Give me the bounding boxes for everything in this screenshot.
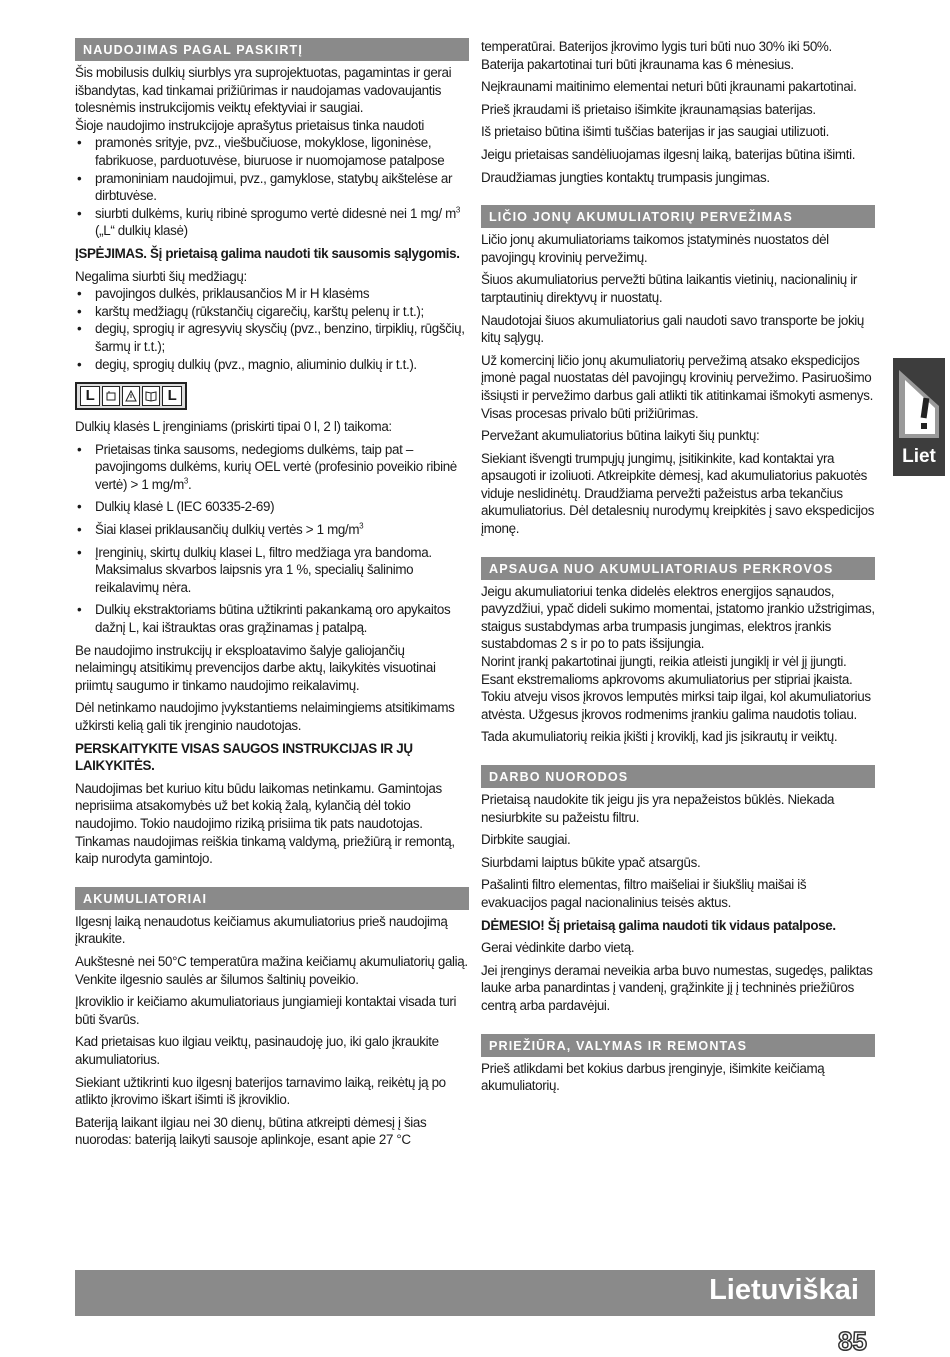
dust-class-list xyxy=(75,441,469,637)
paragraph: Už komercinį ličio jonų akumuliatorių pervežimą atsako ekspedicijos įmonė pagal nuostatas dėl pavojingų krovinių pervežimo. Pasiruošimo išsiųsti ir pervežimo darbus gali atlikti tik atitinkamai išmokyti asmenys. Visas procesas privalo būti prižiūrimas. xyxy=(481,352,873,421)
page-number: 85 xyxy=(838,1326,867,1356)
paragraph: temperatūrai. Baterijos įkrovimo lygis turi būti nuo 30% iki 50%. Baterija pakartotinai turi būti įkraunama kas 6 mėnesius. xyxy=(481,39,832,72)
section-heading-li-ion-transport: LIČIO JONŲ AKUMULIATORIŲ PERVEŽIMAS xyxy=(481,205,875,228)
paragraph: Siurbdami laiptus būkite ypač atsargūs. xyxy=(481,854,701,870)
warning-bold: ĮSPĖJIMAS. Šį prietaisą galima naudoti tik sausomis sąlygomis. xyxy=(75,245,460,261)
dust-class-letter: L xyxy=(80,386,100,406)
paragraph: Jeigu akumuliatoriui tenka didelės elektros energijos sąnaudos, pavyzdžiui, ypač dideli sukimo momentai, įstatomo įrankio užstrigimas, staigus sustabdymas arba trumpasis jungimas, elektros įrankis sustabdomas 2 s ir po to pats išsijungia. xyxy=(481,583,875,652)
list-item-text: Prietaisas tinka sausoms, nedegioms dulkėms, taip pat – pavojingoms dulkėms, kurių OEL vertė (profesinio poveikio ribinė vertė) > 1 mg/m xyxy=(95,441,457,492)
paragraph: Gerai vėdinkite darbo vietą. xyxy=(481,940,635,956)
paragraph: Šiuos akumuliatorius pervežti būtina laikantis vietinių, nacionalinių ir tarptautinių direktyvų ir nuostatų. xyxy=(481,272,857,305)
manual-book-icon xyxy=(142,386,160,406)
paragraph: Dirbkite saugiai. xyxy=(481,832,571,848)
paragraph: Prieš atlikdami bet kokius darbus įrenginyje, išimkite keičiamą akumuliatorių. xyxy=(481,1060,825,1094)
section-heading-batteries: AKUMULIATORIAI xyxy=(75,887,469,910)
paragraph: Be naudojimo instrukcijų ir eksploatavimo šalyje galiojančių nelaimingų atsitikimų prevencijos darbe aktų, laikykitės visuotinai priimtų saugumo ir tinkamo naudojimo reikalavimų. xyxy=(75,642,436,693)
paragraph: Įkroviklio ir keičiamo akumuliatoriaus jungiamieji kontaktai visada turi būti švarūs. xyxy=(75,994,457,1027)
superscript: 3 xyxy=(183,476,188,486)
list-item-text: siurbti dulkėms, kurių ribinė sprogumo vertė didesnė nei 1 mg/ m xyxy=(95,205,456,221)
paragraph: Dėl netinkamo naudojimo įvykstantiems nelaimingiems atsitikimams užkirsti kelią gali tik įrenginio naudotojas. xyxy=(75,700,455,733)
paragraph xyxy=(481,917,875,935)
paragraph: Bateriją laikant ilgiau nei 30 dienų, būtina atkreipti dėmesį į šias nuorodas: bateriją laikyti sausoje aplinkoje, esant apie 27 °C xyxy=(75,1114,427,1148)
section-heading-intended-use: NAUDOJIMAS PAGAL PASKIRTĮ xyxy=(75,38,469,61)
paragraph: Siekiant išvengti trumpųjų jungimų, įsitikinkite, kad kontaktai yra apsaugoti ir izoliuoti. Atkreipkite dėmesį, kad akumuliatorius pakuotės viduje neslidinėtų. Draudžiama pervežti pažeistus arba tekančius akumuliatorius. Dėl detalesnių nurodymų kreipkitės į savo ekspedicijos įmonę. xyxy=(481,450,875,537)
paragraph: Prietaisą naudokite tik jeigu jis yra nepažeistos būklės. Niekada nesiurbkite su pažeistu filtru. xyxy=(481,792,835,825)
list-item xyxy=(75,205,469,240)
list-item-text: Šiai klasei priklausančių dulkių vertės > 1 mg/m xyxy=(95,522,360,538)
forbidden-list xyxy=(75,285,469,373)
paragraph: Dulkių klasės L įrenginiams (priskirti tipai 0 l, 2 l) taikoma: xyxy=(75,419,392,435)
list-item: • Dulkių ekstraktoriams būtina užtikrinti pakankamą oro apykaitos dažnį L, kai ištrauktas oras grąžinamas į patalpą. xyxy=(75,601,469,636)
usage-list xyxy=(75,134,469,240)
left-column xyxy=(75,38,469,1154)
paragraph: Šis mobilusis dulkių siurblys yra suprojektuotas, pagamintas ir gerai išbandytas, kad tinkamai prižiūrimas ir naudojamas vadovaujantis tolesnėmis instrukcijomis veiktų efektyviai ir saugiai. xyxy=(75,65,452,116)
section-heading-overload-protection: APSAUGA NUO AKUMULIATORIAUS PERKROVOS xyxy=(481,557,875,580)
list-item-text: („L“ dulkių klasė) xyxy=(95,223,188,239)
dust-class-l-badge xyxy=(75,382,187,410)
list-item: • pramonės srityje, pvz., viešbučiuose, mokyklose, ligoninėse, fabrikuose, parduotuvėse, biuruose ir nuomojamose patalpose xyxy=(75,134,469,169)
warning-text xyxy=(75,245,469,263)
right-column xyxy=(481,38,875,1100)
paragraph: Norint įrankį pakartotinai įjungti, reikia atleisti jungiklį ir vėl jį įjungti. xyxy=(481,654,847,670)
paragraph: Iš prietaiso būtina išimti tuščias baterijas ir jas saugiai utilizuoti. xyxy=(481,124,830,140)
paragraph: Kad prietaisas kuo ilgiau veiktų, pasinaudoję juo, iki galo įkraukite akumuliatorius. xyxy=(75,1034,439,1067)
paragraph: Neįkraunami maitinimo elementai neturi būti įkraunami pakartotinai. xyxy=(481,79,857,95)
warning-icon xyxy=(897,366,941,447)
paragraph: Jei įrenginys deramai neveikia arba buvo numestas, sugedęs, paliktas lauke arba panardintas į vandenį, grąžinkite jį į techninės priežiūros centrą arba pardavėjui. xyxy=(481,962,873,1013)
dust-class-letter: L xyxy=(162,386,182,406)
paragraph: Naudojimas bet kuriuo kitu būdu laikomas netinkamu. Gamintojas neprisiima atsakomybės už bet kokią žalą, kylančią dėl tokio naudojimo. Tokio naudojimo riziką prisiima tik pats naudotojas. Tinkamas naudojimas reiškia tinkamą valdymą, priežiūrą ir remontą, kaip nurodyta gamintojo. xyxy=(75,780,455,867)
superscript: 3 xyxy=(455,205,461,215)
list-item: • Dulkių klasė L (IEC 60335-2-69) xyxy=(75,498,469,516)
paragraph xyxy=(75,740,469,775)
list-item: • Įrenginių, skirtų dulkių klasei L, filtro medžiaga yra bandoma. Maksimalus skvarbos laipsnis yra 1 %, specialių šalinimo reikalavimų nėra. xyxy=(75,544,469,597)
language-tab-label: Liet xyxy=(902,446,936,467)
paragraph: Ličio jonų akumuliatoriams taikomos įstatyminės nuostatos dėl pavojingų krovinių pervežimų. xyxy=(481,232,829,265)
language-side-tab xyxy=(893,358,945,476)
attention-bold: DĖMESIO! Šį prietaisą galima naudoti tik vidaus patalpose. xyxy=(481,917,836,933)
paragraph: Negalima siurbti šių medžiagų: xyxy=(75,268,247,284)
superscript: 3 xyxy=(359,521,364,531)
warning-triangle-icon xyxy=(122,386,140,406)
section-heading-maintenance: PRIEŽIŪRA, VALYMAS IR REMONTAS xyxy=(481,1034,875,1057)
list-item: • pavojingos dulkės, priklausančios M ir H klasėms xyxy=(75,285,469,303)
list-item xyxy=(75,441,469,494)
bold-instruction: PERSKAITYKITE VISAS SAUGOS INSTRUKCIJAS IR JŲ LAIKYKITĖS. xyxy=(75,740,413,774)
paragraph: Ilgesnį laiką nenaudotus keičiamus akumuliatorius prieš naudojimą įkraukite. xyxy=(75,913,448,947)
paragraph: Prieš įkraudami iš prietaiso išimkite įkraunamąsias baterijas. xyxy=(481,101,816,117)
paragraph: Siekiant užtikrinti kuo ilgesnį baterijos tarnavimo laiką, reikėtų ją po atlikto įkrovimo iškart išimti iš įkroviklio. xyxy=(75,1074,446,1108)
list-item: • degių, sprogių ir agresyvių skysčių (pvz., benzino, tirpiklių, rūgščių, šarmų ir t.t.); xyxy=(75,320,469,355)
section-heading-work-instructions: DARBO NUORODOS xyxy=(481,765,875,788)
paragraph: Draudžiamas jungties kontaktų trumpasis jungimas. xyxy=(481,169,770,185)
vacuum-icon xyxy=(102,386,120,406)
paragraph: Esant ekstremalioms apkrovoms akumuliatorius per stipriai įkaista. Tokiu atveju visos įkrovos lemputės mirksi taip ilgai, kol akumuliatorius atvėsta. Užgesus įkrovos rodmenims įrankiu galima naudotis toliau. xyxy=(481,671,871,722)
paragraph: Pašalinti filtro elementas, filtro maišeliai ir šiukšlių maišai iš evakuacijos pagal nacionalinius teisės aktus. xyxy=(481,877,807,910)
list-item: • degių, sprogių dulkių (pvz., magnio, aliuminio dulkių ir t.t.). xyxy=(75,356,469,374)
paragraph: Šioje naudojimo instrukcijoje aprašytus prietaisus tinka naudoti xyxy=(75,117,425,133)
paragraph: Naudotojai šiuos akumuliatorius gali naudoti savo transporte be jokių kitų sąlygų. xyxy=(481,312,865,346)
list-item: • pramoniniam naudojimui, pvz., gamyklose, statybų aikštelėse ar dirbtuvėse. xyxy=(75,170,469,205)
list-item: • karštų medžiagų (rūkstančių cigarečių, karštų pelenų ir t.t.); xyxy=(75,303,469,321)
language-title: Lietuviškai xyxy=(709,1274,859,1306)
list-item xyxy=(75,521,469,539)
language-footer-bar xyxy=(75,1270,875,1316)
paragraph: Tada akumuliatorių reikia įkišti į kroviklį, kad jis įsikrautų ir veiktų. xyxy=(481,729,838,745)
paragraph: Pervežant akumuliatorius būtina laikyti šių punktų: xyxy=(481,428,760,444)
list-item-text: . xyxy=(188,476,192,492)
paragraph: Aukštesnė nei 50°C temperatūra mažina keičiamų akumuliatorių galią. Venkite ilgesnio saulės ar šilumos šaltinių poveikio. xyxy=(75,953,468,987)
paragraph: Jeigu prietaisas sandėliuojamas ilgesnį laiką, baterijas būtina išimti. xyxy=(481,146,856,162)
